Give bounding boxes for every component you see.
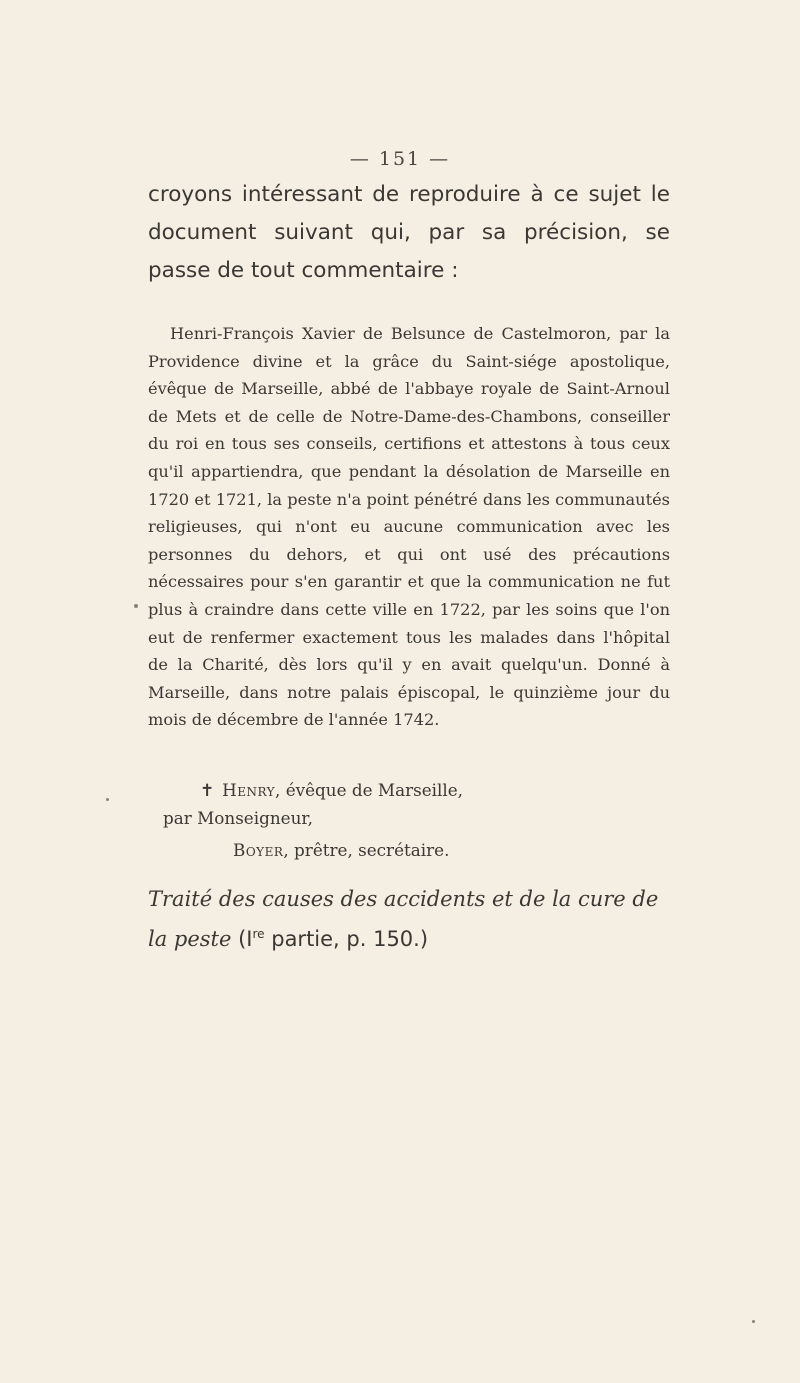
signature-name-henry: Henry xyxy=(222,780,276,800)
intro-paragraph: croyons intéressant de reproduire à ce sujet le document suivant qui, par sa précision, se passe de tout commentaire : xyxy=(148,182,670,283)
signature-title-secretary: , prêtre, secrétaire. xyxy=(283,840,450,860)
paper-speck xyxy=(134,604,138,608)
source-reference xyxy=(148,882,680,957)
paper-speck xyxy=(106,798,109,801)
signature-name-boyer: Boyer xyxy=(233,840,284,860)
signature-title-bishop: , évêque de Marseille, xyxy=(275,780,464,800)
reference-sup: re xyxy=(252,927,265,941)
signature-bishop xyxy=(200,780,463,800)
cross-icon: ✝ xyxy=(200,780,215,800)
signature-secretary xyxy=(233,840,449,860)
page-number: — 151 — xyxy=(349,148,451,170)
certificate-text: Henri-François Xavier de Belsunce de Castelmoron, par la Providence divine et la grâce du Saint-siége apostolique, évêque de Marseille, abbé de l'abbaye royale de Saint-Arnoul de Mets et de celle de Notre-Dame-des-Chambons, conseiller du roi en tous ses conseils, certifions et attestons à tous ceux qu'il appartiendra, que pendant la désolation de Marseille en 1720 et 1721, la peste n'a point pénétré dans les communautés religieuses, qui n'ont eu aucune communication avec les personnes du dehors, et qui ont usé des précautions nécessaires pour s'en garantir et que la communication ne fut plus à craindre dans cette ville en 1722, par les soins que l'on eut de renfermer exactement tous les malades dans l'hôpital de la Charité, dès lors qu'il y en avait quelqu'un. Donné à Marseille, dans notre palais épiscopal, le quinzième jour du mois de décembre de l'année 1742. xyxy=(148,324,670,730)
reference-rest: partie, p. 150.) xyxy=(264,927,429,951)
reference-title: Traité des causes des accidents et de la cure de la peste xyxy=(148,887,659,951)
signature-by-order: par Monseigneur, xyxy=(163,808,313,828)
reference-open: (I xyxy=(231,927,253,951)
paper-speck xyxy=(752,1320,755,1323)
